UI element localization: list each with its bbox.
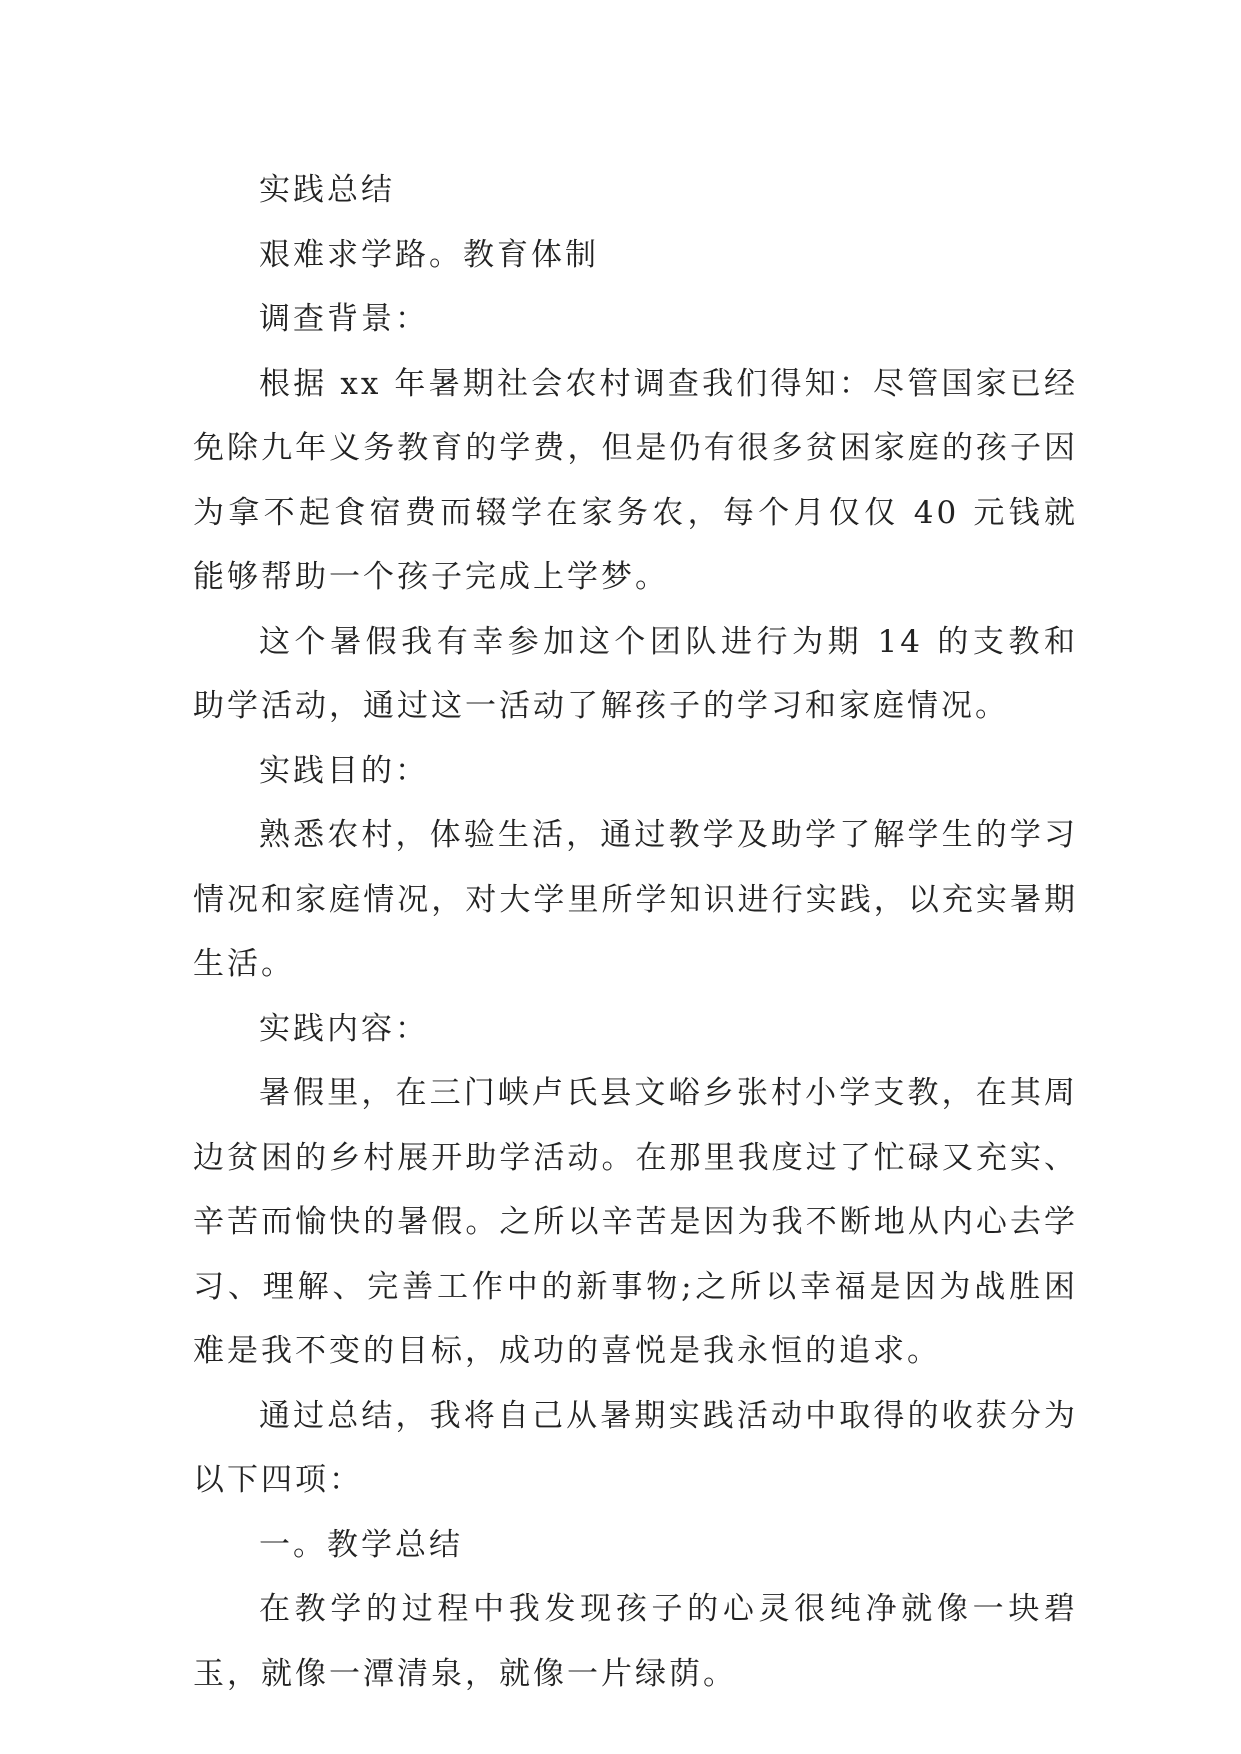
heading-practice-summary: 实践总结 (259, 172, 395, 208)
paragraph-summer-activity: 这个暑假我有幸参加这个团队进行为期 14 的支教和助学活动，通过这一活动了解孩子的学习和家庭情况。 (193, 623, 1078, 724)
heading-practice-purpose: 实践目的： (259, 752, 429, 789)
paragraph-practice-content: 暑假里，在三门峡卢氏县文峪乡张村小学支教，在其周边贫困的乡村展开助学活动。在那里我度过了忙碌又充实、辛苦而愉快的暑假。之所以辛苦是因为我不断地从内心去学习、理解、完善工作中的新事物;之所以幸福是因为战胜困难是我不变的目标，成功的喜悦是我永恒的追求。 (193, 1075, 1078, 1369)
paragraph-summary-intro: 通过总结，我将自己从暑期实践活动中取得的收获分为以下四项： (193, 1397, 1078, 1498)
subtitle-education-system: 艰难求学路。教育体制 (259, 236, 599, 273)
heading-survey-background: 调查背景： (259, 301, 429, 337)
paragraph-survey-findings: 根据 xx 年暑期社会农村调查我们得知：尽管国家已经免除九年义务教育的学费，但是仍有很多贫困家庭的孩子因为拿不起食宿费而辍学在家务农，每个月仅仅 40 元钱就能够帮助一个孩子完成上学梦。 (193, 365, 1078, 595)
heading-teaching-summary: 一。教学总结 (259, 1526, 463, 1563)
document-body (193, 158, 1078, 1706)
paragraph-teaching-observation: 在教学的过程中我发现孩子的心灵很纯净就像一块碧玉，就像一潭清泉，就像一片绿荫。 (193, 1591, 1078, 1692)
heading-practice-content: 实践内容： (259, 1010, 429, 1047)
paragraph-practice-purpose: 熟悉农村，体验生活，通过教学及助学了解学生的学习情况和家庭情况，对大学里所学知识进行实践，以充实暑期生活。 (193, 817, 1078, 982)
